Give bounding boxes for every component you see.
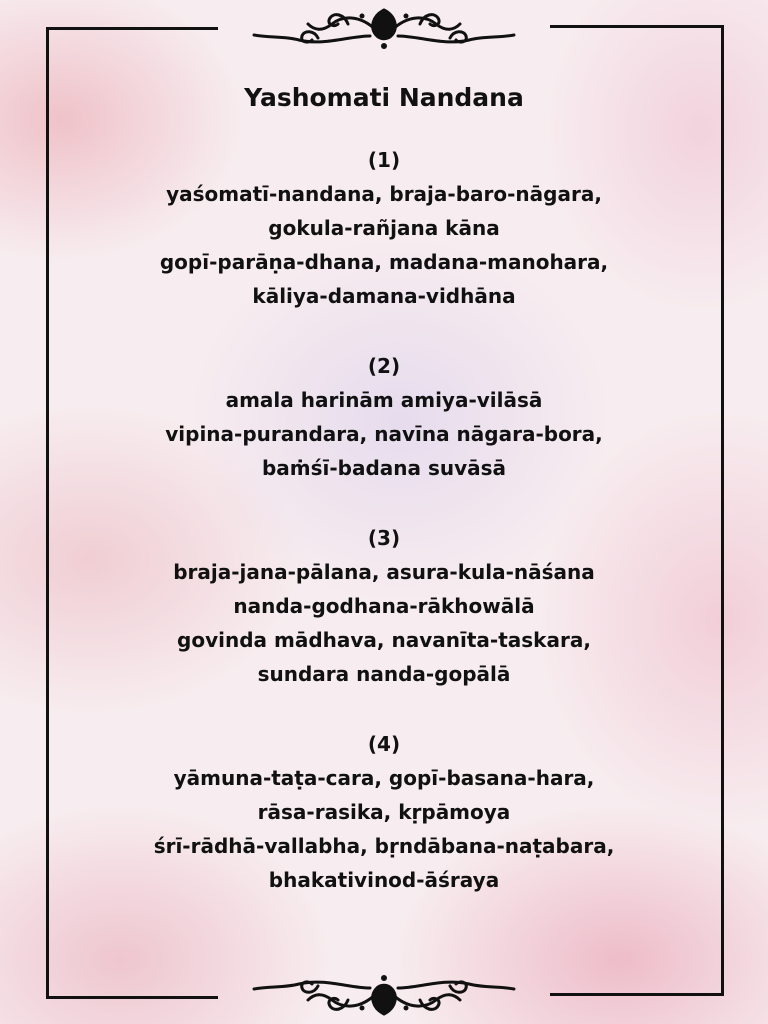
- lyrics-content: [60, 78, 708, 933]
- verse-1: [60, 143, 708, 313]
- verse-line: kāliya-damana-vidhāna: [252, 284, 516, 308]
- frame-border-top-right: [550, 25, 724, 28]
- verse-3: [60, 521, 708, 691]
- verse-number: (3): [367, 526, 401, 550]
- verse-line: yāmuna-taṭa-cara, gopī-basana-hara,: [173, 766, 595, 790]
- frame-border-top-left: [46, 27, 218, 30]
- verse-line: sundara nanda-gopālā: [257, 662, 511, 686]
- page-title: Yashomati Nandana: [244, 83, 524, 112]
- verse-line: braja-jana-pālana, asura-kula-nāśana: [173, 560, 595, 584]
- frame-border-right: [721, 25, 724, 996]
- verse-line: amala harinām amiya-vilāsā: [225, 388, 543, 412]
- verse-number: (2): [367, 354, 401, 378]
- verse-line: nanda-godhana-rākhowālā: [233, 594, 535, 618]
- verse-line: bhakativinod-āśraya: [268, 868, 500, 892]
- verse-line: śrī-rādhā-vallabha, bṛndābana-naṭabara,: [153, 834, 615, 858]
- frame-border-bottom-right: [550, 993, 724, 996]
- verse-line: yaśomatī-nandana, braja-baro-nāgara,: [166, 182, 602, 206]
- top-flourish-ornament-icon: [244, 2, 524, 52]
- verse-line: gokula-rañjana kāna: [268, 216, 500, 240]
- verse-line: rāsa-rasika, kṛpāmoya: [257, 800, 511, 824]
- verse-2: [60, 349, 708, 485]
- verse-line: baṁśī-badana suvāsā: [261, 456, 507, 480]
- verse-line: govinda mādhava, navanīta-taskara,: [177, 628, 591, 652]
- verse-line: gopī-parāṇa-dhana, madana-manohara,: [159, 250, 609, 274]
- verse-number: (1): [367, 148, 401, 172]
- frame-border-bottom-left: [46, 996, 218, 999]
- verse-number: (4): [367, 732, 401, 756]
- bottom-flourish-ornament-icon: [244, 972, 524, 1022]
- verse-4: [60, 727, 708, 897]
- frame-border-left: [46, 27, 49, 999]
- verse-line: vipina-purandara, navīna nāgara-bora,: [165, 422, 603, 446]
